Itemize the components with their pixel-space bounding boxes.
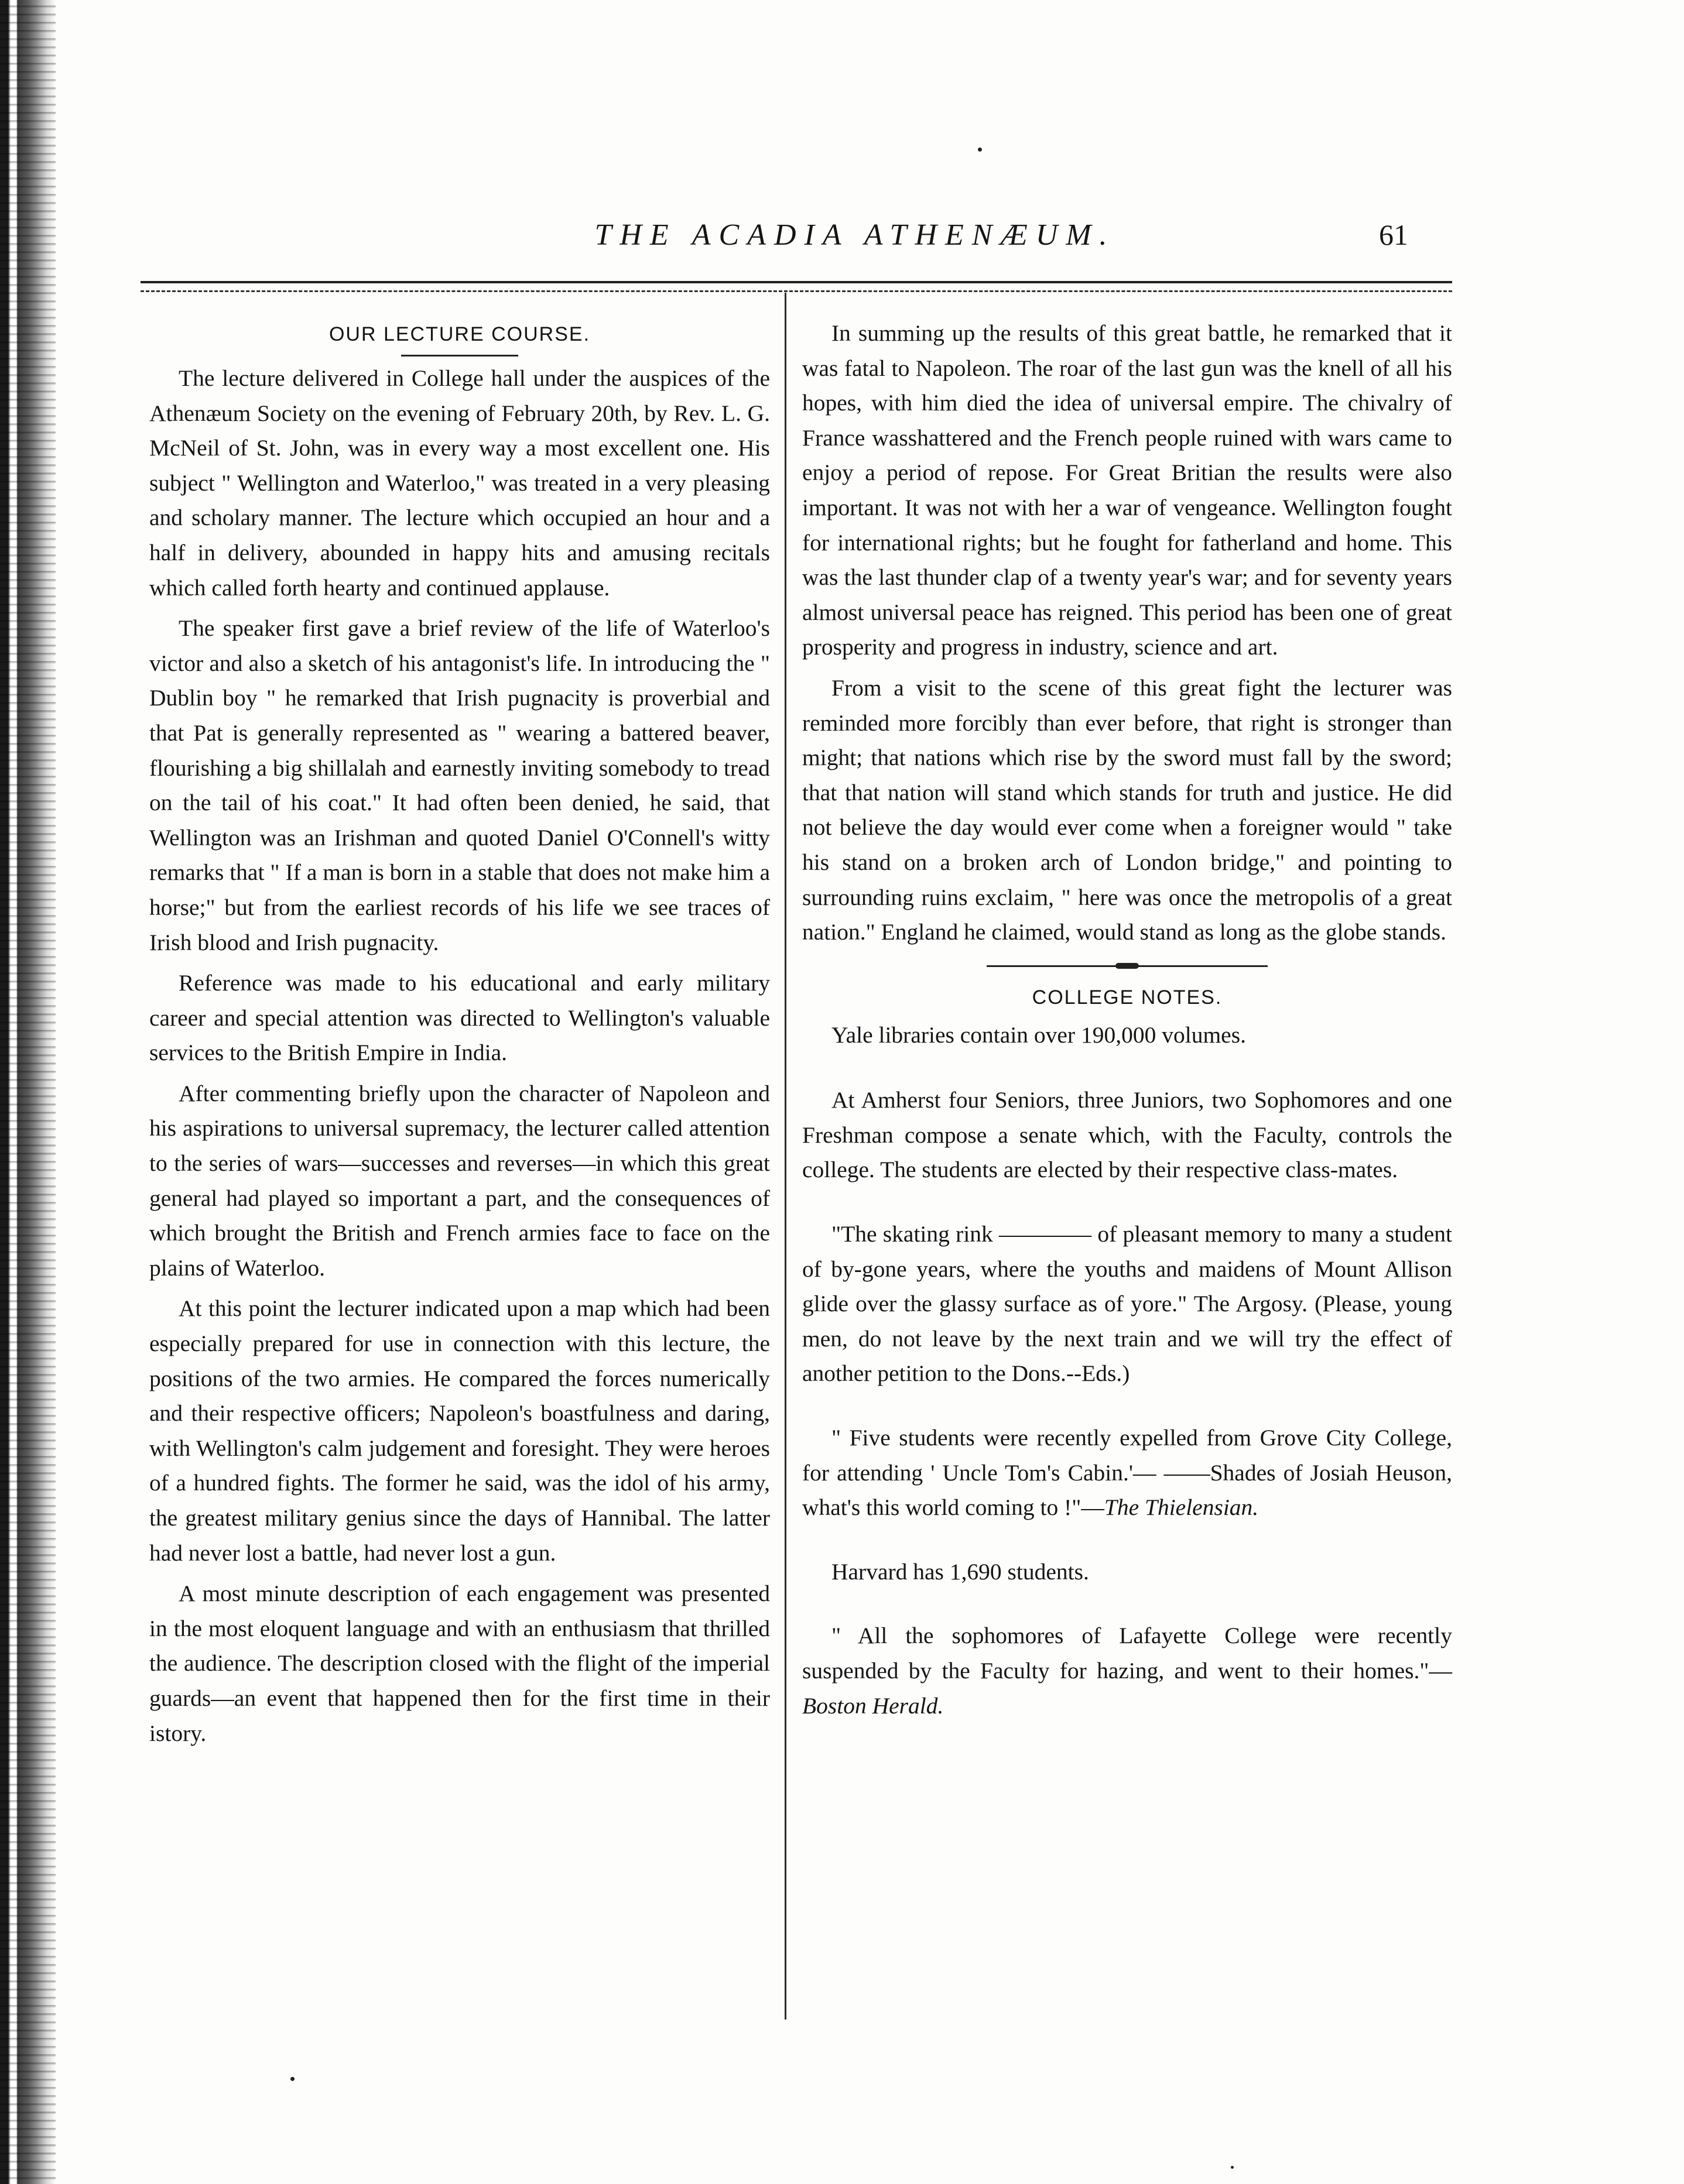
article-paragraph: From a visit to the scene of this great fight the lecturer was reminded more forcibly than ever before, that right is stronger than might; that nations which rise by the sword must fall by the sword; that that nation will stand which stands for truth and justice. He did not believe the day would ever come when a foreigner would " take his stand on a broken arch of London bridge," and pointing to surrounding ruins exclaim, " here was once the metropolis of a great nation." England he claimed, would stand as long as the globe stands. [802, 674, 1452, 945]
binding-edge [0, 0, 56, 2184]
header-rule [141, 281, 1452, 283]
section-title: OUR LECTURE COURSE. [328, 323, 591, 345]
article-paragraph: At this point the lecturer indicated upon a map which had been especially prepared for use in connection with this lecture, the positions of the two armies. He compared the forces numerically and their respective officers; Napoleon's boastfulness and daring, with Wellington's calm judgement and foresight. They were heroes of a hundred fights. The former he said, was the idol of his army, the greatest military genius since the days of Hannibal. The latter had never lost a battle, had never lost a gun. [149, 1295, 770, 1566]
college-note [802, 1555, 1452, 1590]
college-note [802, 1083, 1452, 1188]
college-note [802, 1619, 1452, 1723]
page-number: 61 [1379, 218, 1408, 251]
ink-speck [978, 148, 982, 152]
separator-ornament [1115, 963, 1139, 969]
section-separator [987, 963, 1268, 969]
left-column [149, 316, 770, 1751]
article-paragraph: The speaker first gave a brief review of the life of Waterloo's victor and also a sketch of his antagonist's life. In introducing the " Dublin boy " he remarked that Irish pugnacity is proverbial and that Pat is generally represented as " wearing a battered beaver, flourishing a big shillalah and earnestly inviting somebody to tread on the tail of his coat." It had often been denied, he said, that Wellington was an Irishman and quoted Daniel O'Connell's witty remarks that " If a man is born in a stable that does not make him a horse;" but from the earliest records of his life we see traces of Irish blood and Irish pugnacity. [149, 615, 770, 955]
college-note [802, 1217, 1452, 1391]
college-note [802, 1018, 1452, 1053]
notes-title: COLLEGE NOTES. [1032, 986, 1223, 1009]
article-paragraph: Reference was made to his educational and early military career and special attention was directed to Wellington's valuable services to the British Empire in India. [149, 970, 770, 1066]
college-note [802, 1421, 1452, 1525]
column-divider [785, 293, 786, 2020]
right-column [802, 316, 1452, 1723]
running-title: THE ACADIA ATHENÆUM. [594, 218, 1115, 252]
title-rule [401, 355, 518, 356]
ink-speck [290, 2077, 295, 2081]
article-paragraph: The lecture delivered in College hall under the auspices of the Athenæum Society on the evening of February 20th, by Rev. L. G. McNeil of St. John, was in every way a most excellent one. His subject " Wellington and Waterloo," was treated in a very pleasing and scholary manner. The lecture which occupied an hour and a half in delivery, abounded in happy hits and amusing recitals which called forth hearty and continued applause. [149, 365, 770, 601]
note-text: " Five students were recently expelled from Grove City College, for attending ' Uncle Tom's Cabin.'— ——Shades of Josiah Heuson, what's this world coming to !"— [802, 1425, 1452, 1521]
note-text: "The skating rink ———— of pleasant memory to many a student of by-gone years, where the youths and maidens of Mount Allison glide over the glassy surface as of yore." The Argosy. (Please, young men, do not leave by the next train and we will try the effect of another petition to the Dons.--Eds.) [802, 1221, 1452, 1387]
note-text: " All the sophomores of Lafayette College were recently suspended by the Faculty for hazing, and went to their homes."— [802, 1623, 1452, 1684]
note-text: At Amherst four Seniors, three Juniors, two Sophomores and one Freshman compose a senate which, with the Faculty, controls the college. The students are elected by their respective class-mates. [802, 1087, 1452, 1183]
header-rule-dashed [141, 290, 1452, 292]
note-text: Yale libraries contain over 190,000 volumes. [831, 1021, 1246, 1048]
note-source: The Thielensian. [1104, 1494, 1259, 1521]
ink-speck [1231, 2166, 1234, 2169]
note-source: Boston Herald. [802, 1692, 944, 1719]
article-paragraph: In summing up the results of this great battle, he remarked that it was fatal to Napoleon. The roar of the last gun was the knell of all his hopes, with him died the idea of universal empire. The chivalry of France wasshattered and the French people ruined with wars came to enjoy a period of repose. For Great Britian the results were also important. It was not with her a war of vengeance. Wellington fought for international rights; but he fought for fatherland and home. This was the last thunder clap of a twenty year's war; and for seventy years almost universal peace has reigned. This period has been one of great prosperity and progress in industry, science and art. [802, 320, 1452, 660]
article-paragraph: A most minute description of each engagement was presented in the most eloquent language and with an enthusiasm that thrilled the audience. The description closed with the flight of the imperial guards—an event that happened then for the first time in their istory. [149, 1580, 770, 1746]
note-text: Harvard has 1,690 students. [831, 1558, 1089, 1585]
article-paragraph: After commenting briefly upon the character of Napoleon and his aspirations to universal supremacy, the lecturer called attention to the series of wars—successes and reverses—in which this great general had played so important a part, and the consequences of which brought the British and French armies face to face on the plains of Waterloo. [149, 1080, 770, 1281]
